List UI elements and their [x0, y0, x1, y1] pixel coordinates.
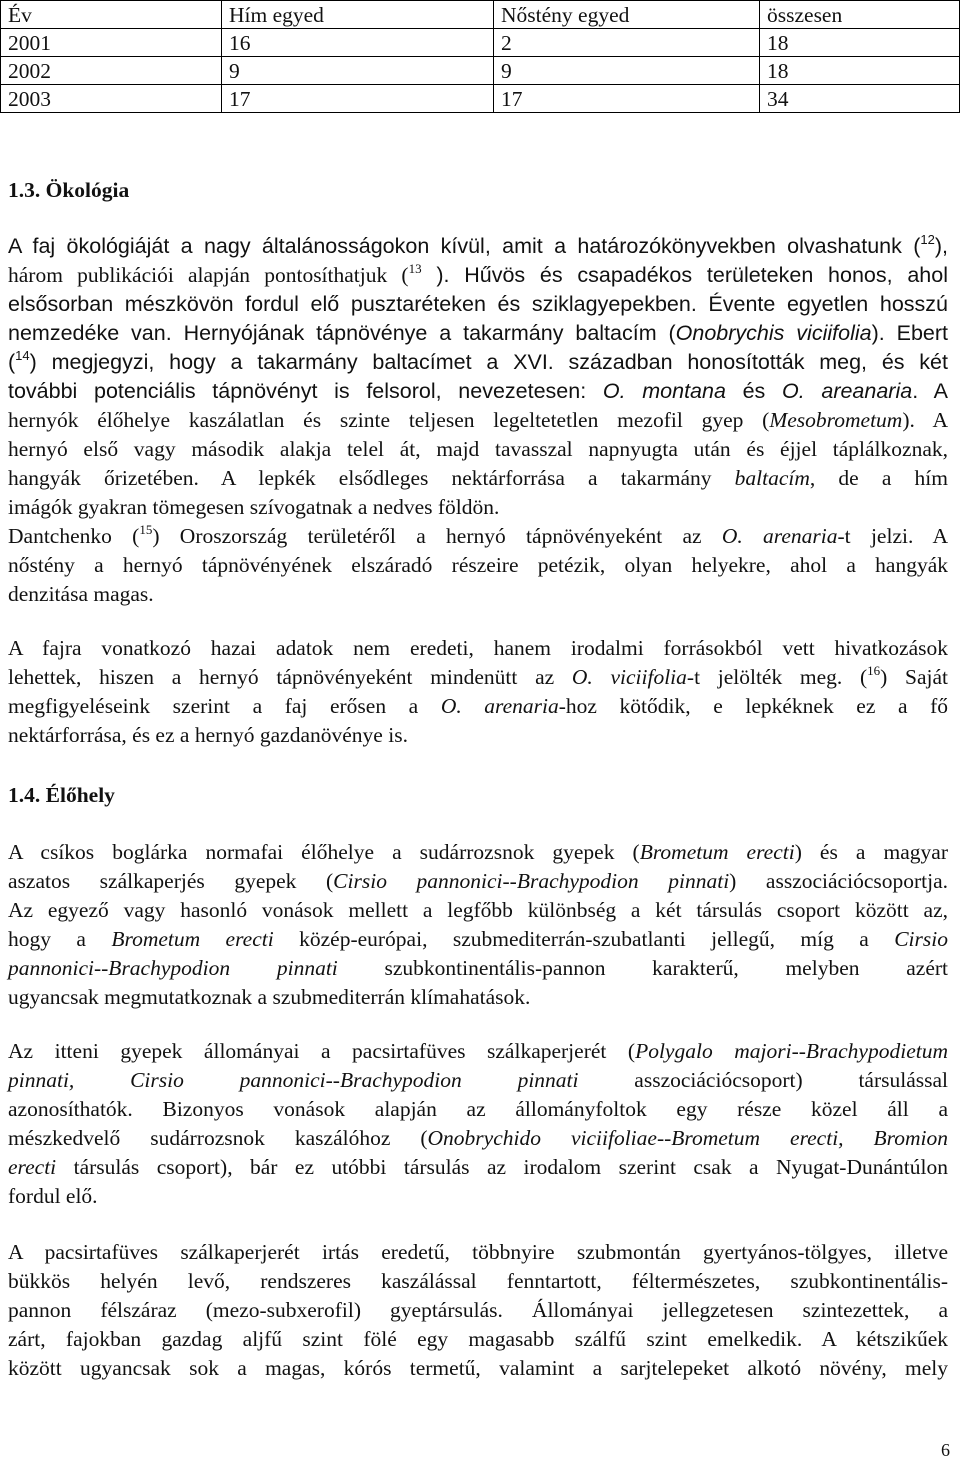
paragraph-grassland — [8, 1037, 948, 1211]
text-line: A faj ökológiáját a nagy általánosságokon kívül, amit a határozókönyvekben olvashatunk ($^{12}$), — [8, 232, 948, 258]
table-row — [1, 57, 960, 85]
table-cell: 34 — [760, 85, 960, 113]
text-line: nektárforrása, és ez a hernyó gazdanövénye is. — [8, 723, 408, 747]
table-cell: 17 — [222, 85, 494, 113]
text-line: imágók gyakran tömegesen szívogatnak a nedves földön. — [8, 495, 500, 519]
text-line: mészkedvelő sudárrozsnok kaszálóhoz (Onobrychido viciifoliae--Brometum erecti, Bromion — [8, 1126, 948, 1150]
table-header-cell: összesen — [760, 1, 960, 29]
population-table — [0, 0, 960, 113]
table-cell: 2001 — [1, 29, 222, 57]
text-line: Az egyező vagy hasonló vonások mellett a legfőbb különbség a két társulás csoport között az, — [8, 898, 948, 922]
text-line: denzitása magas. — [8, 582, 154, 606]
text-line: három publikációi alapján pontosíthatjuk ($^{13}$ ). Hűvös és csapadékos területeken honos, ahol — [8, 261, 949, 287]
table-row — [1, 29, 960, 57]
text-line: aszatos szálkaperjés gyepek (Cirsio pannonici--Brachypodion pinnati) asszociációcsoportja. — [8, 869, 949, 893]
text-line: megfigyeléseink szerint a faj erősen a O. arenaria-hoz kötődik, e lepkéknek ez a fő — [8, 694, 948, 718]
text-line: pannon félszáraz (mezo-subxerofil) gyeptársulás. Állományai jellegzetesen szintezettek, a — [8, 1298, 948, 1322]
table-cell: 16 — [222, 29, 494, 57]
text-line: lehettek, hiszen a hernyó tápnövényeként mindenütt az O. viciifolia-t jelölték meg. ($^{16}$) Saját — [8, 663, 949, 689]
paragraph-community — [8, 1238, 948, 1383]
page-number: 6 — [941, 1440, 950, 1460]
text-line: bükkös helyén levő, rendszeres kaszálással fenntartott, féltermészetes, szubkontinentális- — [8, 1269, 948, 1293]
text-line: hernyók élőhelye kaszálatlan és szinte teljesen legeltetetlen mezofil gyep (Mesobrometum). A — [8, 408, 948, 432]
table-cell: 2003 — [1, 85, 222, 113]
text-line: pinnati, Cirsio pannonici--Brachypodion pinnati asszociációcsoport) társulással — [8, 1068, 948, 1092]
paragraph-domestic-data — [8, 634, 948, 750]
table-cell: 9 — [494, 57, 760, 85]
text-line: hangyák őrizetében. A lepkék elsődleges nektárforrása a takarmány baltacím, de a hím — [8, 466, 948, 490]
text-line: hogy a Brometum erecti közép-európai, szubmediterrán-szubatlanti jellegű, míg a Cirsio — [8, 927, 948, 951]
text-line: ($^{14}$) megjegyzi, hogy a takarmány baltacímet a XVI. században honosították meg, és két — [8, 348, 948, 374]
text-line: erecti társulás csoport), bár ez utóbbi társulás az irodalom szerint csak a Nyugat-Dunántúlon — [8, 1155, 948, 1179]
table-header-cell: Nőstény egyed — [494, 1, 760, 29]
text-line: elsősorban mészkövön fordul elő pusztaréteken és sziklagyepekben. Évente egyetlen hosszú — [8, 292, 948, 316]
table-header-cell: Hím egyed — [222, 1, 494, 29]
text-line: pannonici--Brachypodion pinnati szubkontinentális-pannon karakterű, melyben azért — [8, 956, 948, 980]
text-line: zárt, fajokban gazdag aljfű szint fölé egy magasabb szálfű szint emelkedik. A kétszikűek — [8, 1327, 948, 1351]
section-heading-ecology: 1.3. Ökológia — [8, 178, 130, 202]
table-cell: 18 — [760, 29, 960, 57]
text-line: A fajra vonatkozó hazai adatok nem eredeti, hanem irodalmi forrásokból vett hivatkozások — [8, 636, 948, 660]
paragraph-habitat — [8, 838, 948, 1012]
text-line: A csíkos boglárka normafai élőhelye a sudárrozsnok gyepek (Brometum erecti) és a magyar — [8, 840, 948, 864]
table-cell: 2002 — [1, 57, 222, 85]
text-line: ugyancsak megmutatkoznak a szubmediterrán klímahatások. — [8, 985, 531, 1009]
table-cell: 2 — [494, 29, 760, 57]
table-row — [1, 85, 960, 113]
table-header-cell: Év — [1, 1, 222, 29]
table-cell: 18 — [760, 57, 960, 85]
table-cell: 17 — [494, 85, 760, 113]
text-line: között ugyancsak sok a magas, kórós termetű, valamint a sarjtelepeket alkotó növény, mely — [8, 1356, 948, 1380]
text-line: Dantchenko ($^{15}$) Oroszország területéről a hernyó tápnövényeként az O. arenaria-t jelzi. A — [8, 522, 948, 548]
text-line: A pacsirtafüves szálkaperjerét irtás eredetű, többnyire szubmontán gyertyános-tölgyes, illetve — [8, 1240, 948, 1264]
text-line: Az itteni gyepek állományai a pacsirtafüves szálkaperjerét (Polygalo majori--Brachypodietum — [8, 1039, 948, 1063]
text-line: fordul elő. — [8, 1184, 98, 1208]
text-line: további potenciális tápnövényt is felsorol, nevezetesen: O. montana és O. areanaria. A — [8, 379, 949, 403]
section-heading-habitat: 1.4. Élőhely — [8, 783, 115, 807]
text-line: nőstény a hernyó tápnövényének elszáradó részeire petézik, olyan helyekre, ahol a hangyák — [8, 553, 948, 577]
table-header-row — [1, 1, 960, 29]
paragraph-ecology — [8, 232, 948, 609]
text-line: hernyó első vagy második alakja telel át, majd tavasszal napnyugta után és éjjel táplálkoznak, — [8, 437, 948, 461]
table-cell: 9 — [222, 57, 494, 85]
text-line: nemzedéke van. Hernyójának tápnövénye a takarmány baltacím (Onobrychis viciifolia). Ebert — [8, 321, 948, 345]
text-line: azonosíthatók. Bizonyos vonások alapján az állományfoltok egy része közel áll a — [8, 1097, 948, 1121]
